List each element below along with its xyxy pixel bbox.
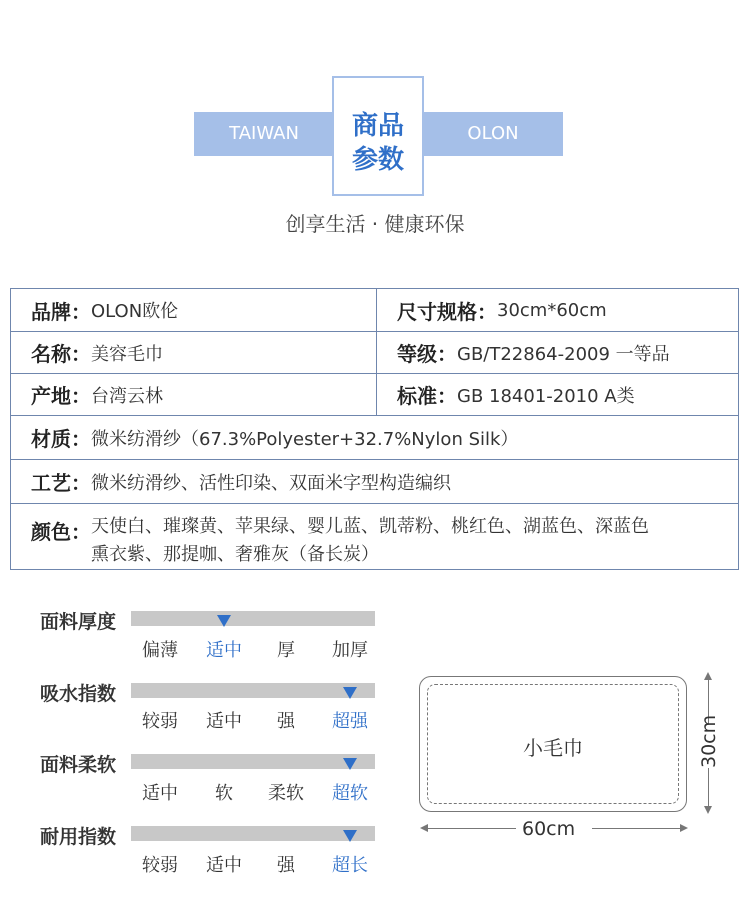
- indicator-label: 吸水指数: [40, 683, 117, 705]
- indicator-option: 超长: [332, 855, 368, 876]
- spec-row-craft: [11, 460, 738, 504]
- indicator-option: 适中: [206, 711, 242, 732]
- indicator-label: 面料厚度: [40, 611, 117, 633]
- color-label: 颜色：: [31, 520, 91, 544]
- grade-label: 等级：: [397, 342, 457, 366]
- material-value: 微米纺滑纱（67.3%Polyester+32.7%Nylon Silk）: [91, 428, 519, 450]
- arrow-down-icon: [704, 806, 712, 814]
- indicator-bar: [131, 754, 375, 769]
- standard-value: GB 18401-2010 A类: [457, 385, 635, 407]
- indicator-label: 耐用指数: [40, 826, 117, 848]
- olon-tag: OLON: [467, 123, 519, 144]
- spec-table: [10, 288, 739, 570]
- height-label: 30cm: [698, 714, 720, 768]
- standard-cell: [377, 374, 738, 415]
- indicator-option: 超软: [332, 783, 368, 804]
- indicator-option: 适中: [206, 640, 242, 661]
- spec-row-color: [11, 504, 738, 569]
- indicator-option: 强: [277, 711, 295, 732]
- material-label: 材质：: [31, 427, 91, 451]
- title-box: [332, 76, 424, 196]
- title-line-1: 商品: [351, 111, 404, 141]
- arrow-left-icon: [420, 824, 428, 832]
- indicator-marker-icon: [217, 615, 231, 627]
- craft-value: 微米纺滑纱、活性印染、双面米字型构造编织: [91, 472, 451, 494]
- grade-value: GB/T22864-2009 一等品: [457, 343, 670, 365]
- color-line-2: 熏衣紫、那提咖、奢雅灰（备长炭）: [91, 544, 379, 565]
- indicator-bar: [131, 611, 375, 626]
- indicator-option: 较弱: [142, 711, 178, 732]
- indicator-bar: [131, 826, 375, 841]
- brand-label: 品牌：: [31, 299, 91, 324]
- name-cell: [11, 332, 377, 373]
- indicator-option: 软: [215, 783, 233, 804]
- arrow-up-icon: [704, 672, 712, 680]
- arrow-right-icon: [680, 824, 688, 832]
- indicator-option: 较弱: [142, 855, 178, 876]
- indicator-marker-icon: [343, 687, 357, 699]
- name-value: 美容毛巾: [91, 343, 163, 365]
- towel-label: 小毛巾: [523, 736, 583, 760]
- origin-label: 产地：: [31, 384, 91, 408]
- color-values: [91, 513, 649, 569]
- indicator-marker-icon: [343, 758, 357, 770]
- standard-label: 标准：: [397, 384, 457, 408]
- indicator-option: 强: [277, 855, 295, 876]
- width-dimension-line: [592, 828, 680, 829]
- size-value: 30cm*60cm: [497, 299, 607, 321]
- indicator-option: 偏薄: [142, 640, 178, 661]
- name-label: 名称：: [31, 342, 91, 366]
- spec-row-name: [11, 332, 738, 374]
- grade-cell: [377, 332, 738, 373]
- brand-cell: [11, 289, 377, 331]
- size-cell: [377, 289, 738, 331]
- indicator-option: 超强: [332, 711, 368, 732]
- spec-row-origin: [11, 374, 738, 416]
- width-dimension-line: [428, 828, 516, 829]
- indicator-marker-icon: [343, 830, 357, 842]
- towel-outline: [419, 676, 687, 812]
- color-line-1: 天使白、璀璨黄、苹果绿、婴儿蓝、凯蒂粉、桃红色、湖蓝色、深蓝色: [91, 516, 649, 537]
- indicator-label: 面料柔软: [40, 754, 117, 776]
- indicator-option: 适中: [142, 783, 178, 804]
- indicator-option: 柔软: [268, 783, 304, 804]
- brand-value: OLON欧伦: [91, 301, 179, 322]
- taiwan-tag: TAIWAN: [229, 123, 299, 144]
- craft-label: 工艺：: [31, 471, 91, 495]
- indicator-option: 适中: [206, 855, 242, 876]
- indicator-bar: [131, 683, 375, 698]
- spec-row-brand: [11, 289, 738, 332]
- origin-value: 台湾云林: [91, 385, 163, 407]
- size-label: 尺寸规格：: [397, 299, 497, 324]
- spec-row-material: [11, 416, 738, 460]
- width-label: 60cm: [522, 818, 576, 840]
- craft-cell: [11, 460, 738, 503]
- material-cell: [11, 416, 738, 459]
- indicator-option: 厚: [277, 640, 295, 661]
- origin-cell: [11, 374, 377, 415]
- indicator-option: 加厚: [332, 640, 368, 661]
- title-line-2: 参数: [351, 145, 404, 175]
- slogan: 创享生活 · 健康环保: [285, 212, 465, 236]
